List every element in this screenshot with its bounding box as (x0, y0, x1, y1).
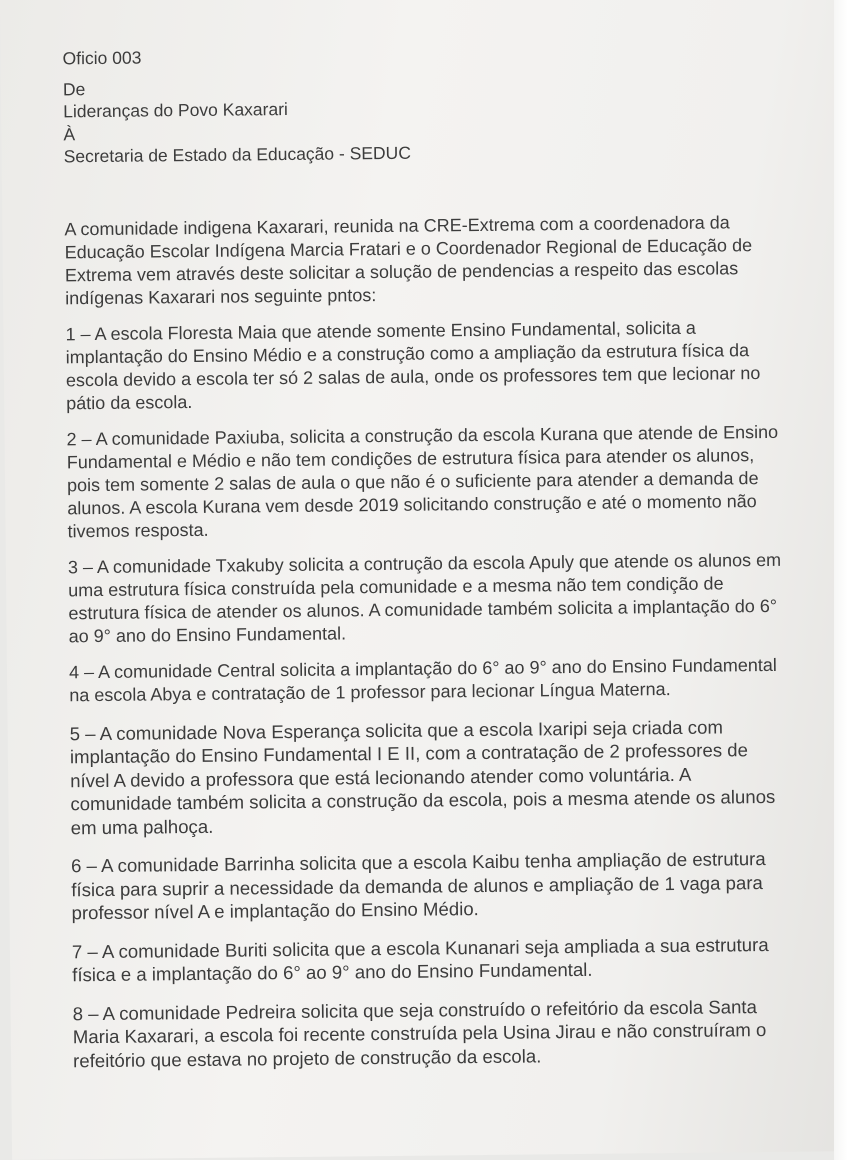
request-item-6: 6 – A comunidade Barrinha solicita que a escola Kaibu tenha ampliação de estrutura física para suprir a necessidade da demanda de alunos e ampliação de 1 vaga para professor nível A e implantação do Ensino Médio. (70, 848, 766, 924)
paper-edge (834, 0, 848, 1160)
request-item-2: 2 – A comunidade Paxiuba, solicita a construção da escola Kurana que atende de Ensino Fundamental e Médio e não tem condições de estrutura física para atender os alunos, pois tem somente 2 salas de aula o que não é o suficiente para atender a demanda de alunos. A escola Kurana vem desde 2019 solicitando construção e até o momento não tivemos resposta. (66, 421, 779, 541)
recipient: Secretaria de Estado da Educação - SEDUC (63, 142, 411, 167)
intro-paragraph: A comunidade indigena Kaxarari, reunida na CRE-Extrema com a coordenadora da Educação Escolar Indígena Marcia Fratari e o Coordenador Regional de Educação de Extrema vem através deste solicitar a solução de pendencias a respeito das escolas indígenas Kaxarari nos seguinte pntos: (64, 211, 753, 308)
request-item-5: 5 – A comunidade Nova Esperança solicita que a escola Ixaripi seja criada com implantação do Ensino Fundamental I E II, com a contratação de 2 professores de nível A devido a professora que está lecionando atender como voluntária. A comunidade também solicita a construção da escola, pois a mesma atende os alunos em uma palhoça. (69, 715, 776, 838)
request-item-7: 7 – A comunidade Buriti solicita que a escola Kunanari seja ampliada a sua estrutura física e a implantação do 6° ao 9° ano do Ensino Fundamental. (71, 933, 769, 986)
to-label: À (63, 123, 76, 144)
letter-body (62, 40, 793, 1072)
request-item-4: 4 – A comunidade Central solicita a implantação do 6° ao 9° ano do Ensino Fundamental na escola Abya e contratação de 1 professor para lecionar Língua Materna. (68, 654, 777, 705)
from-label: De (62, 78, 86, 99)
request-item-3: 3 – A comunidade Txakuby solicita a contrução da escola Apuly que atende os alunos em uma estrutura física construída pela comunidade e a mesma não tem condição de estrutura física de atender os alunos. A comunidade também solicita a implantação do 6° ao 9° ano do Ensino Fundamental. (67, 549, 782, 646)
request-item-1: 1 – A escola Floresta Maia que atende somente Ensino Fundamental, solicita a implantação do Ensino Médio e a construção como a ampliação da estrutura física da escola devido a escola ter só 2 salas de aula, onde os professores tem que lecionar no pátio da escola. (65, 317, 761, 413)
sender: Lideranças do Povo Kaxarari (63, 98, 288, 122)
oficio-number: Oficio 003 (62, 47, 142, 69)
request-item-8: 8 – A comunidade Pedreira solicita que seja construído o refeitório da escola Santa Maria Kaxarari, a escola foi recente construída pela Usina Jirau e não construíram o refeitório que estava no projeto de construção da escola. (72, 995, 767, 1071)
